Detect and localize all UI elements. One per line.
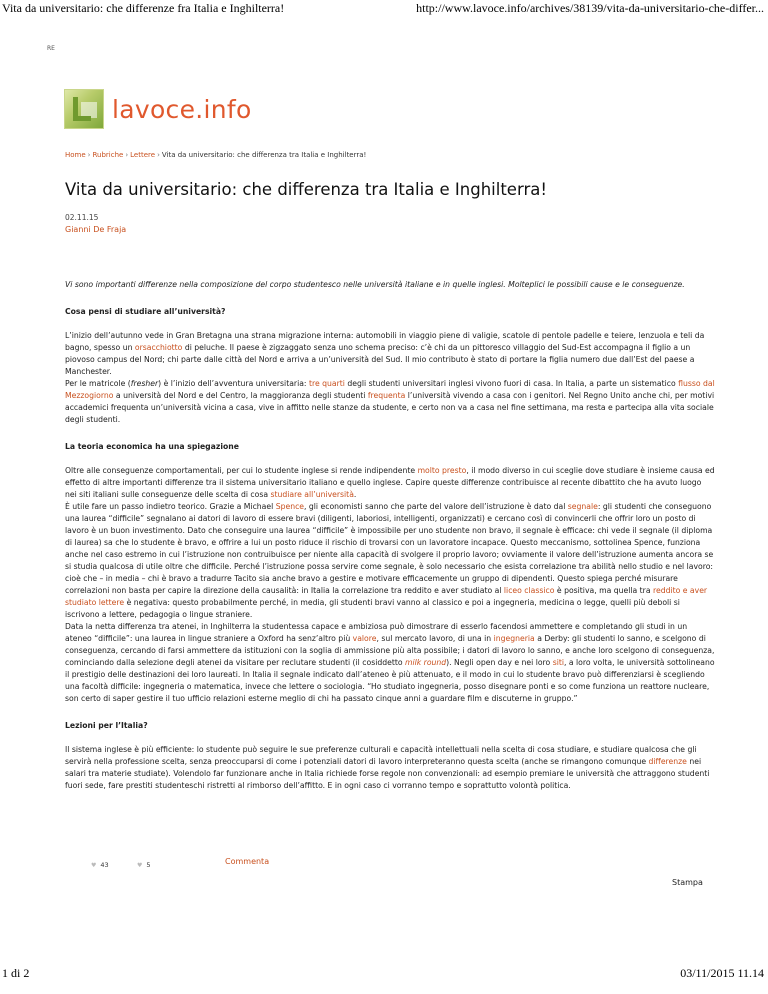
breadcrumb-separator: › <box>125 151 129 159</box>
print-footer-page: 1 di 2 <box>2 966 30 980</box>
text: l’università vivendo a casa con i genitori. Nel Regno Unito anche chi, per motivi accademici frequenta un’università vicina a casa, vive in affitto nelle stanze da studente, e certo non va a casa nel fine settimana, ma resta e partecipa alla vita sociale degli studenti. <box>65 391 715 424</box>
inline-link[interactable]: differenze <box>648 757 687 766</box>
text: . <box>353 490 357 499</box>
text: È utile fare un passo indietro teorico. Grazie a Michael <box>65 502 276 511</box>
italic-term: fresher <box>130 379 159 388</box>
inline-link[interactable]: milk round <box>405 658 447 667</box>
text: Oltre alle conseguenze comportamentali, per cui lo studente inglese si rende indipendente <box>65 466 418 475</box>
comment-link[interactable]: Commenta <box>225 857 270 866</box>
inline-link[interactable]: tre quarti <box>308 379 345 388</box>
breadcrumb-lettere[interactable]: Lettere <box>130 151 156 159</box>
article-date: 02.11.15 <box>65 213 99 222</box>
text: degli studenti universitari inglesi vivono fuori di casa. In Italia, a parte un sistematico <box>344 379 679 388</box>
inline-link[interactable]: ingegneria <box>493 634 535 643</box>
inline-link[interactable]: molto presto <box>417 466 467 475</box>
section-heading: La teoria economica ha una spiegazione <box>65 442 239 451</box>
paragraph <box>65 378 715 426</box>
inline-link[interactable]: studiare all’università <box>270 490 354 499</box>
text: , il modo diverso in cui sceglie dove studiare è insieme causa ed effetto di altre importanti differenze tra il sistema universitario italiano e quello inglese. Capire queste differenze contribuisce al recente dibattito che ha avuto luogo nei siti italiani sulle conseguenze delle scelta di cosa <box>65 466 715 499</box>
paragraph <box>65 621 715 705</box>
print-header-url: http://www.lavoce.info/archives/38139/vita-da-universitario-che-differ... <box>416 1 764 15</box>
section-heading: Lezioni per l’Italia? <box>65 721 148 730</box>
lavoce-logo-icon <box>64 89 104 129</box>
print-footer-date: 03/11/2015 11.14 <box>680 966 764 980</box>
text: Data la netta differenza tra atenei, in Inghilterra la studentessa capace e ambiziosa può dimostrare di esserlo facendosi ammettere e completando gli studi in un ateneo “difficile”: una laurea in lingue straniere a Oxford ha senz’altro più <box>65 622 688 643</box>
share-count: 5 <box>146 861 151 869</box>
breadcrumb-separator: › <box>87 151 91 159</box>
inline-link[interactable]: liceo classico <box>503 586 555 595</box>
inline-link[interactable]: Spence <box>275 502 305 511</box>
article-body <box>65 279 715 792</box>
site-logo[interactable] <box>64 89 252 129</box>
inline-link[interactable]: frequenta <box>367 391 406 400</box>
inline-link[interactable]: siti <box>552 658 564 667</box>
text: , a loro volta, le università sottolineano il prestigio delle destinazioni dei loro laureati. In Italia il segnale indicato dall’ateneo è più attenuato, e il modo in cui lo studente bravo può differenziarsi è scegliendo una facoltà difficile: ingegneria o matematica, invece che lettere o sociologia. “Ho studiato ingegneria, posso disegnare ponti e so come funziona un reattore nucleare, son certo di saper gestire il tuo ufficio relazioni esterne meglio di chi ha passato cinque anni a guardare film e discuterne in gruppo.” <box>65 658 715 703</box>
text: a università del Nord e del Centro, la maggioranza degli studenti <box>113 391 368 400</box>
text: è positiva, ma quella tra <box>554 586 653 595</box>
text: ) è l’inizio dell’avventura universitaria: <box>158 379 309 388</box>
heart-icon: ♥ <box>137 861 143 869</box>
text: Il sistema inglese è più efficiente: lo studente può seguire le sue preferenze culturali e capacità intellettuali nella scelta di cosa studiare, e studiare qualcosa che gli servirà nella professione scelta, senza preoccuparsi di come i potenziali datori di lavoro interpreteranno questa scelta (anche se rimangono comunque <box>65 745 697 766</box>
text: nei salari tra materie studiate). Volendolo far funzionare anche in Italia richiede forse regole non convenzionali: ad esempio premiare le università che attraggono studenti fuori sede, fare prestiti studenteschi ristretti al rimborso dell’affitto. E in ogni caso ci vorranno tempo e soprattutto volontà politica. <box>65 757 710 790</box>
page-title: Vita da universitario: che differenza tra Italia e Inghilterra! <box>65 180 547 199</box>
print-header-title: Vita da universitario: che differenze fra Italia e Inghilterra! <box>2 1 285 15</box>
author-link[interactable]: Gianni De Fraja <box>65 225 127 234</box>
breadcrumb-rubriche[interactable]: Rubriche <box>92 151 124 159</box>
inline-link[interactable]: orsacchiotto <box>134 343 183 352</box>
text: , gli economisti sanno che parte del valore dell’istruzione è dato dal <box>304 502 568 511</box>
top-mark: RE <box>47 45 55 52</box>
text: di peluche. Il paese è zigzaggato senza uno schema preciso: c’è chi da un pittoresco villaggio del Sud-Est accompagna il figlio a un piovoso campus del Nord; chi parte dalle città del Nord e arriva a un’università del Sud. Il mio contributo è stato di portare la figlia numero due dall’Est del paese a Manchester. <box>65 343 695 376</box>
text: è negativa: questo probabilmente perché, in media, gli studenti bravi vanno al classico e poi a ingegneria, medicina o legge, quelli più deboli si iscrivono a lettere, pedagogia o lingue straniere. <box>65 598 680 619</box>
text: ). Negli open day e nei loro <box>446 658 553 667</box>
inline-link[interactable]: valore <box>352 634 377 643</box>
inline-link[interactable]: reddito e aver studiato lettere <box>65 586 708 607</box>
text: a Derby: gli studenti lo sanno, e scelgono di conseguenza, cercando di farsi ammettere da istituzioni con la soglia di ammissione più alta possibile; i datori di lavoro lo sanno, e anche loro scelgono di conseguenza, cominciando dalla selezione degli atenei da visitare per reclutare studenti (il cosiddetto <box>65 634 715 667</box>
heart-icon: ♥ <box>91 861 97 869</box>
share-button[interactable] <box>137 861 151 869</box>
paragraph <box>65 330 715 378</box>
breadcrumb-current: Vita da universitario: che differenza tra Italia e Inghilterra! <box>161 151 367 159</box>
paragraph <box>65 465 715 501</box>
like-count: 43 <box>100 861 109 869</box>
paragraph <box>65 744 715 792</box>
text: L’inizio dell’autunno vede in Gran Bretagna una strana migrazione interna: automobili in viaggio piene di valigie, scatole di pentole padelle e teiere, lenzuola e teli da bagno, spesso un <box>65 331 705 352</box>
text: : gli studenti che conseguono una laurea “difficile” segnalano ai datori di lavoro di essere bravi (diligenti, laboriosi, intelligenti, organizzati) e cercano così di convincerli che offrir loro un posto di lavoro è un buon investimento. Dato che conseguire una laurea “difficile” è impossibile per uno studente non bravo, il segnale è efficace: chi vede il segnale (il diploma di laurea) sa che lo studente è bravo, e offrire a lui un posto riduce il rischio di trovarsi con un lavoratore incapace. Questo meccanismo, sottolinea Spence, funziona anche nel caso estremo in cui l’istruzione non contruibuisce per niente alla capacità di svolgere il proprio lavoro; ovviamente il valore dell’istruzione aumenta ancora se si studia qualcosa di utile oltre che difficile. Perché l’istruzione possa servire come segnale, è solo necessario che esista correlazione tra abilità nello studio e nel lavoro: cioè che – in media – chi è bravo a tradurre Tacito sia anche bravo a gestire e motivare efficacemente un gruppo di dipendenti. Questo spiega perché misurare correlazioni non basta per capire la direzione della causalità: in Italia la correlazione tra reddito e aver studiato al <box>65 502 714 595</box>
breadcrumb-home[interactable]: Home <box>65 151 86 159</box>
article-lead: Vi sono importanti differenze nella composizione del corpo studentesco nelle università italiane e in quelle inglesi. Molteplici le possibili cause e le conseguenze. <box>65 280 685 289</box>
inline-link[interactable]: segnale <box>567 502 598 511</box>
paragraph <box>65 501 715 621</box>
text: Per le matricole ( <box>65 379 131 388</box>
print-button[interactable]: Stampa <box>672 878 703 887</box>
section-heading: Cosa pensi di studiare all’università? <box>65 307 226 316</box>
text: , sul mercato lavoro, di una in <box>376 634 494 643</box>
breadcrumb-separator: › <box>157 151 160 159</box>
logo-text: lavoce.info <box>112 94 252 124</box>
breadcrumb <box>65 151 366 159</box>
inline-link[interactable]: flusso dal Mezzogiorno <box>65 379 715 400</box>
like-button[interactable] <box>91 861 109 869</box>
